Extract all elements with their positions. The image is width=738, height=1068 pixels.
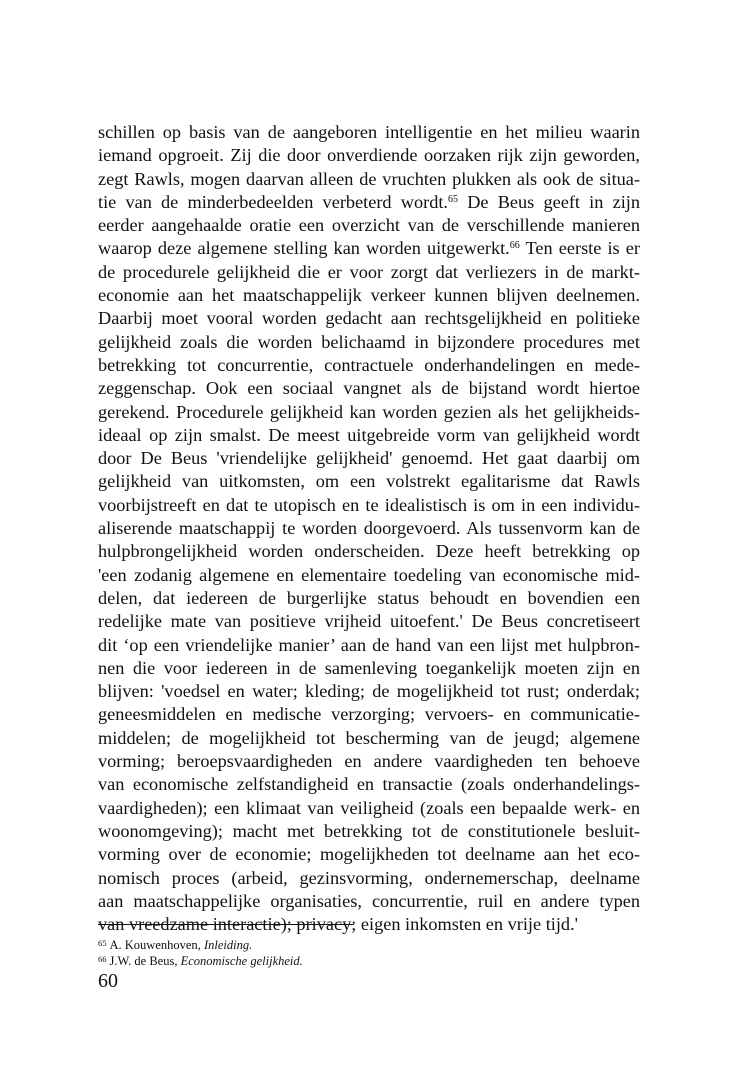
text-line: woonomgeving); macht met betrekking tot de constitutionele besluit- xyxy=(98,820,640,841)
text-line: hulpbrongelijkheid worden onderscheiden. Deze heeft betrekking op xyxy=(98,541,640,562)
footnote-author: A. Kouwenhoven, xyxy=(109,938,204,952)
footnote-author: J.W. de Beus, xyxy=(109,954,181,968)
text-line: ideaal op zijn smalst. De meest uitgebreide vorm van gelijkheid wordt xyxy=(98,424,640,445)
footnote-66 xyxy=(98,951,640,967)
text-line: de procedurele gelijkheid die er voor zorgt dat verliezers in de markt- xyxy=(98,261,640,282)
text-line: redelijke mate van positieve vrijheid uitoefent.' De Beus concretiseert xyxy=(98,611,640,632)
page-number: 60 xyxy=(98,970,118,992)
text-line: gerekend. Procedurele gelijkheid kan worden gezien als het gelijkheids- xyxy=(98,401,640,422)
footnote-reference-66[interactable]: 66 xyxy=(509,240,520,252)
footnote-number: 65 xyxy=(98,938,107,948)
footnote-divider xyxy=(98,924,354,925)
text-line: iemand opgroeit. Zij die door onverdiende oorzaken rijk zijn geworden, xyxy=(98,145,640,166)
text-segment: Ten eerste is er xyxy=(519,238,640,259)
text-line: aan maatschappelijke organisaties, concurrentie, ruil en andere typen xyxy=(98,890,640,911)
text-line: blijven: 'voedsel en water; kleding; de mogelijkheid tot rust; onderdak; xyxy=(98,681,640,702)
text-line: van vreedzame interactie); privacy; eigen inkomsten en vrije tijd.' xyxy=(98,914,578,935)
text-line: vorming over de economie; mogelijkheden tot deelname aan het eco- xyxy=(98,844,640,865)
footnote-title: Economische gelijkheid. xyxy=(180,954,303,968)
text-line: aliserende maatschappij te worden doorgevoerd. Als tussenvorm kan de xyxy=(98,518,640,539)
text-line: betrekking tot concurrentie, contractuele onderhandelingen en mede- xyxy=(98,354,640,375)
footnote-reference-65[interactable]: 65 xyxy=(448,193,458,205)
text-line: door De Beus 'vriendelijke gelijkheid' genoemd. Het gaat daarbij om xyxy=(98,448,640,469)
text-line: vaardigheden); een klimaat van veiligheid (zoals een bepaalde werk- en xyxy=(98,797,640,818)
text-line: geneesmiddelen en medische verzorging; vervoers- en communicatie- xyxy=(98,704,640,725)
footnote-number: 66 xyxy=(98,954,107,964)
footnote-65 xyxy=(98,935,640,951)
text-line: vorming; beroepsvaardigheden en andere vaardigheden ten behoeve xyxy=(98,751,640,772)
text-line: dit ‘op een vriendelijke manier’ aan de hand van een lijst met hulpbron- xyxy=(98,634,640,655)
text-line: delen, dat iedereen de burgerlijke status behoudt en bovendien een xyxy=(98,587,640,608)
text-line: gelijkheid zoals die worden belichaamd in bijzondere procedures met xyxy=(98,331,640,352)
text-line: gelijkheid van uitkomsten, om een volstrekt egalitarisme dat Rawls xyxy=(98,471,640,492)
text-line: zeggenschap. Ook een sociaal vangnet als de bijstand wordt hiertoe xyxy=(98,378,640,399)
footnotes xyxy=(98,935,640,967)
footnote-title: Inleiding. xyxy=(203,938,253,952)
text-line: nen die voor iedereen in de samenleving toegankelijk moeten zijn en xyxy=(98,657,640,678)
text-line: Daarbij moet vooral worden gedacht aan rechtsgelijkheid en politieke xyxy=(98,308,640,329)
text-line: middelen; de mogelijkheid tot bescherming van de jeugd; algemene xyxy=(98,727,640,748)
body-text xyxy=(98,121,640,936)
text-line: schillen op basis van de aangeboren intelligentie en het milieu waarin xyxy=(98,122,640,142)
text-line xyxy=(98,237,640,260)
text-line xyxy=(98,191,640,214)
text-segment: tie van de minderbedeelden verbeterd wordt. xyxy=(98,191,448,212)
text-line: economie aan het maatschappelijk verkeer kunnen blijven deelnemen. xyxy=(98,285,640,306)
text-line: eerder aangehaalde oratie een overzicht van de verschillende manieren xyxy=(98,215,640,236)
text-line: nomisch proces (arbeid, gezinsvorming, ondernemerschap, deelname xyxy=(98,867,640,888)
text-segment: De Beus geeft in zijn xyxy=(458,191,640,212)
text-line: voorbijstreeft en dat te utopisch en te idealistisch is om in een individu- xyxy=(98,494,640,515)
text-line: 'een zodanig algemene en elementaire toedeling van economische mid- xyxy=(98,564,640,585)
text-line: zegt Rawls, mogen daarvan alleen de vruchten plukken als ook de situa- xyxy=(98,168,640,189)
text-line: van economische zelfstandigheid en transactie (zoals onderhandelings- xyxy=(98,774,640,795)
text-segment: waarop deze algemene stelling kan worden uitgewerkt. xyxy=(98,238,510,259)
